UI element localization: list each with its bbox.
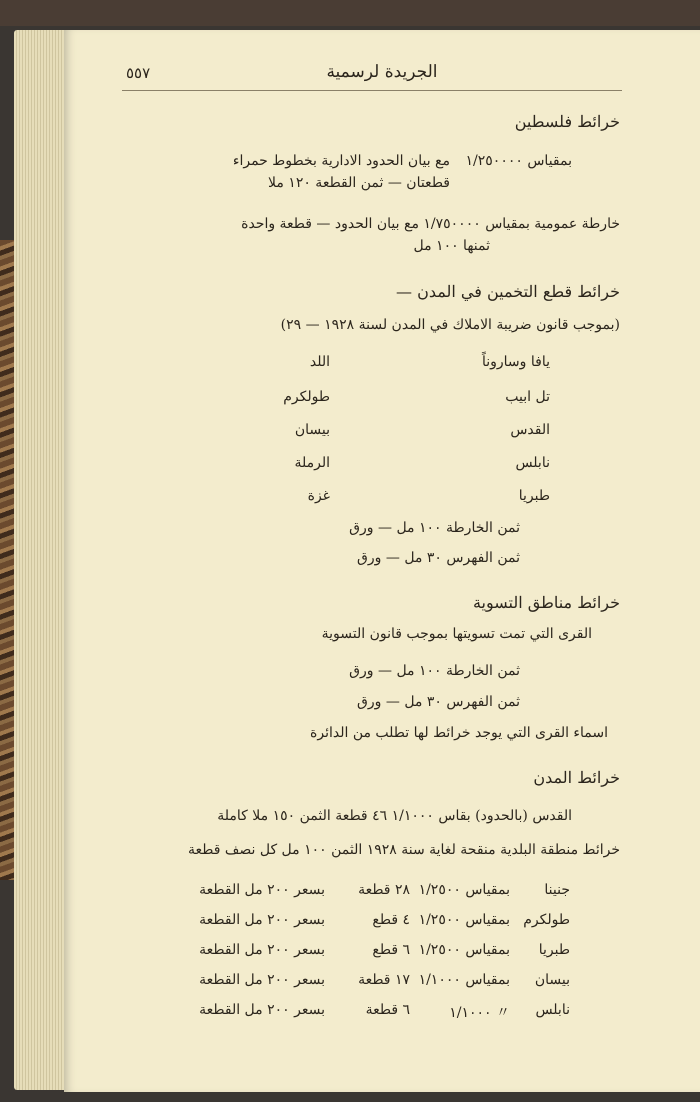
table-row-1-scale: بمقياس ١/٢٥٠٠ xyxy=(418,882,510,898)
assessment-subtitle: (بموجب قانون ضريبة الاملاك في المدن لسنة ١٩٢٨ — ٢٩) xyxy=(280,317,620,333)
general-map-price: ثمنها ١٠٠ مل xyxy=(413,238,490,254)
city-left-4: الرملة xyxy=(294,455,330,471)
table-row-1-town: جنينا xyxy=(544,882,570,898)
palestine-price: قطعتان — ثمن القطعة ١٢٠ ملا xyxy=(267,175,450,191)
palestine-note: مع بيان الحدود الادارية بخطوط حمراء xyxy=(232,153,450,169)
table-row-2-town: طولكرم xyxy=(523,912,570,928)
page-number: ٥٥٧ xyxy=(126,64,151,82)
header-rule xyxy=(122,90,622,91)
book-top-edge xyxy=(0,0,700,26)
table-row-2-scale: بمقياس ١/٢٥٠٠ xyxy=(418,912,510,928)
heading-settlement-maps: خرائط مناطق التسوية xyxy=(472,593,620,612)
city-right-3: القدس xyxy=(510,422,550,438)
city-right-1: يافا وساروناً xyxy=(481,354,550,370)
table-row-4-count: ١٧ قطعة xyxy=(358,972,410,988)
city-right-5: طبريا xyxy=(518,488,550,504)
table-row-5-count: ٦ قطعة xyxy=(365,1002,410,1018)
table-row-3-scale: بمقياس ١/٢٥٠٠ xyxy=(418,942,510,958)
table-row-5-scale: 〃 ١/١٠٠٠ xyxy=(449,1005,510,1021)
table-row-3-count: ٦ قطع xyxy=(372,942,410,958)
table-row-4-scale: بمقياس ١/١٠٠٠ xyxy=(418,972,510,988)
city-left-5: غزة xyxy=(307,488,330,504)
document-page xyxy=(64,30,700,1092)
table-row-2-count: ٤ قطع xyxy=(372,912,410,928)
table-row-4-town: بيسان xyxy=(534,972,570,988)
city-right-4: نابلس xyxy=(515,455,550,471)
assessment-map-price: ثمن الخارطة ١٠٠ مل — ورق xyxy=(349,520,520,536)
settlement-note: اسماء القرى التي يوجد خرائط لها تطلب من الدائرة xyxy=(310,725,608,741)
city-left-2: طولكرم xyxy=(283,389,330,405)
settlement-villages-line: القرى التي تمت تسويتها بموجب قانون التسوية xyxy=(321,626,592,642)
city-left-3: بيسان xyxy=(294,422,330,438)
heading-town-maps: خرائط المدن xyxy=(533,768,620,787)
palestine-scale: بمقياس ١/٢٥٠٠٠٠ xyxy=(465,153,572,169)
page-edges xyxy=(14,30,68,1090)
running-head: الجريدة لرسمية xyxy=(326,62,438,82)
table-row-3-town: طبريا xyxy=(538,942,570,958)
assessment-index-price: ثمن الفهرس ٣٠ مل — ورق xyxy=(357,550,520,566)
settlement-index-price: ثمن الفهرس ٣٠ مل — ورق xyxy=(357,694,520,710)
table-row-5-town: نابلس xyxy=(535,1002,570,1018)
heading-assessment-maps: خرائط قطع التخمين في المدن — xyxy=(396,282,620,301)
table-row-1-price: بسعر ٢٠٠ مل القطعة xyxy=(199,882,325,898)
heading-palestine-maps: خرائط فلسطين xyxy=(514,112,620,131)
jerusalem-map-line: القدس (بالحدود) بقاس ١/١٠٠٠ ٤٦ قطعة الثمن ١٥٠ ملا كاملة xyxy=(217,808,572,824)
settlement-map-price: ثمن الخارطة ١٠٠ مل — ورق xyxy=(349,663,520,679)
city-right-2: تل ابيب xyxy=(505,389,550,405)
general-map-line: خارطة عمومية بمقياس ١/٧٥٠٠٠٠ مع بيان الحدود — قطعة واحدة xyxy=(241,216,620,232)
table-row-5-price: بسعر ٢٠٠ مل القطعة xyxy=(199,1002,325,1018)
city-left-1: اللد xyxy=(309,354,330,370)
table-row-4-price: بسعر ٢٠٠ مل القطعة xyxy=(199,972,325,988)
table-row-3-price: بسعر ٢٠٠ مل القطعة xyxy=(199,942,325,958)
table-row-2-price: بسعر ٢٠٠ مل القطعة xyxy=(199,912,325,928)
municipal-maps-line: خرائط منطقة البلدية منقحة لغاية سنة ١٩٢٨ الثمن ١٠٠ مل كل نصف قطعة xyxy=(187,842,620,858)
table-row-1-count: ٢٨ قطعة xyxy=(358,882,410,898)
